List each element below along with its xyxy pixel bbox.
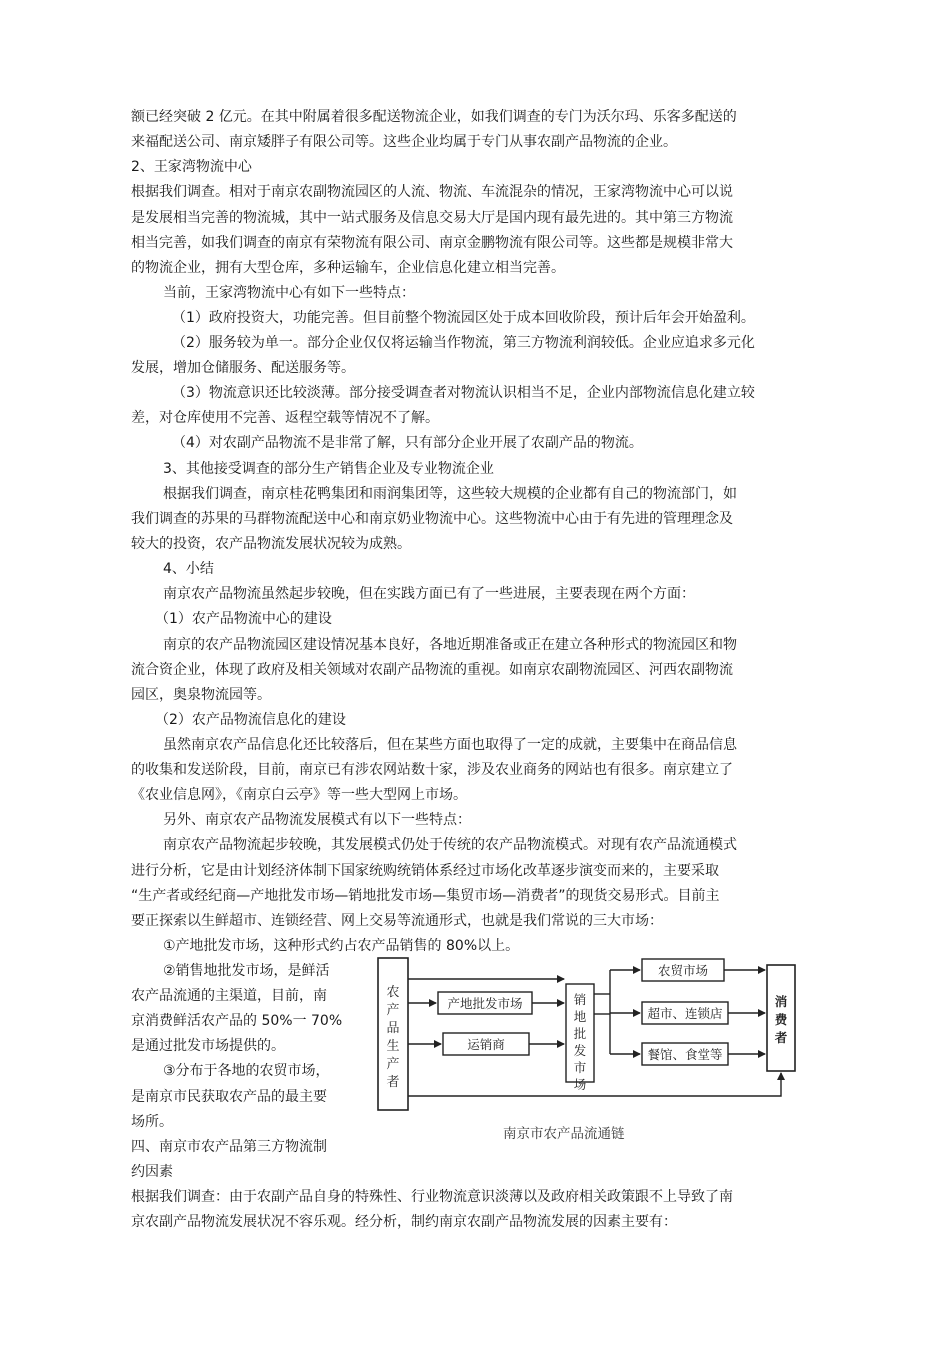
text-line: 的收集和发送阶段，目前，南京已有涉农网站数十家，涉及农业商务的网站也有很多。南京建立了 (131, 762, 733, 778)
text-line: 额已经突破 2 亿元。在其中附属着很多配送物流企业，如我们调查的专门为沃尔玛、乐客多配送的 (131, 109, 737, 125)
text-line: 虽然南京农产品信息化还比较落后，但在某些方面也取得了一定的成就，主要集中在商品信息 (163, 737, 737, 753)
text-line: 《农业信息网》，《南京白云亭》等一些大型网上市场。 (131, 787, 467, 803)
diagram-caption: 南京市农产品流通链 (503, 1126, 625, 1142)
text-line: 南京的农产品物流园区建设情况基本良好，各地近期准备或正在建立各种形式的物流园区和物 (163, 637, 737, 653)
section-heading: 约因素 (131, 1164, 173, 1180)
text-line: 是通过批发市场提供的。 (131, 1038, 285, 1054)
text-line: 来福配送公司、南京矮胖子有限公司等。这些企业均属于专门从事农副产品物流的企业。 (131, 134, 677, 150)
text-line: 较大的投资，农产品物流发展状况较为成熟。 (131, 536, 411, 552)
consumer-label: 消费者 (774, 994, 788, 1045)
text-line: 根据我们调查：由于农副产品自身的特殊性、行业物流意识淡薄以及政府相关政策跟不上导致了南 (131, 1189, 733, 1205)
list-item: ③分布于各地的农贸市场， (163, 1063, 330, 1079)
text-line: “生产者或经纪商—产地批发市场—销地批发市场—集贸市场—消费者”的现货交易形式。目前主 (131, 888, 720, 904)
text-line: 根据我们调查，南京桂花鸭集团和雨润集团等，这些较大规模的企业都有自己的物流部门，如 (163, 486, 737, 502)
text-line: 是发展相当完善的物流城，其中一站式服务及信息交易大厅是国内现有最先进的。其中第三方物流 (131, 210, 733, 226)
subheading: （2）农产品物流信息化的建设 (155, 712, 346, 728)
text-line: 园区，奥泉物流园等。 (131, 687, 271, 703)
text-line: 我们调查的苏果的马群物流配送中心和南京奶业物流中心。这些物流中心由于有先进的管理理念及 (131, 511, 733, 527)
text-line: 另外、南京农产品物流发展模式有以下一些特点： (163, 812, 471, 828)
text-line: 差，对仓库使用不完善、返程空载等情况不了解。 (131, 410, 439, 426)
section-heading: 3、其他接受调查的部分生产销售企业及专业物流企业 (163, 461, 494, 477)
distribution-flow-diagram (375, 954, 805, 1114)
list-item: ①产地批发市场，这种形式约占农产品销售的 80%以上。 (163, 938, 520, 954)
section-heading: 2、王家湾物流中心 (131, 159, 252, 175)
text-line: 进行分析，它是由计划经济体制下国家统购统销体系经过市场化改革逐步演变而来的，主要采取 (131, 863, 719, 879)
text-line: 场所。 (131, 1114, 173, 1130)
text-line: 当前，王家湾物流中心有如下一些特点： (163, 285, 415, 301)
text-line: 的物流企业，拥有大型仓库，多种运输车，企业信息化建立相当完善。 (131, 260, 565, 276)
origin-wholesale-label: 产地批发市场 (447, 996, 523, 1011)
distributor-label: 运销商 (467, 1037, 505, 1052)
text-line: 南京农产品物流起步较晚，其发展模式仍处于传统的农产品物流模式。对现有农产品流通模式 (163, 837, 737, 853)
text-line: 相当完善，如我们调查的南京有荣物流有限公司、南京金鹏物流有限公司等。这些都是规模非常大 (131, 235, 733, 251)
sales-wholesale-label: 销地批发市场 (573, 992, 587, 1092)
section-heading: 4、小结 (163, 561, 214, 577)
text-line: 京农副产品物流发展状况不容乐观。经分析，制约南京农副产品物流发展的因素主要有： (131, 1214, 677, 1230)
list-item: ②销售地批发市场，是鲜活 (163, 963, 330, 979)
subheading: （1）农产品物流中心的建设 (155, 611, 332, 627)
list-item: （1）政府投资大，功能完善。但目前整个物流园区处于成本回收阶段，预计后年会开始盈利。 (172, 310, 755, 326)
section-heading: 四、南京市农产品第三方物流制 (131, 1139, 327, 1155)
text-line: 流合资企业，体现了政府及相关领域对农副产品物流的重视。如南京农副物流园区、河西农副物流 (131, 662, 733, 678)
list-item: （4）对农副产品物流不是非常了解，只有部分企业开展了农副产品的物流。 (172, 435, 643, 451)
text-line: 南京农产品物流虽然起步较晚，但在实践方面已有了一些进展，主要表现在两个方面： (163, 586, 695, 602)
list-item: （3）物流意识还比较淡薄。部分接受调查者对物流认识相当不足，企业内部物流信息化建立较 (172, 385, 755, 401)
text-line: 发展，增加仓储服务、配送服务等。 (131, 360, 355, 376)
supermarket-label: 超市、连锁店 (647, 1006, 723, 1021)
text-line: 要正探索以生鲜超市、连锁经营、网上交易等流通形式，也就是我们常说的三大市场： (131, 913, 663, 929)
farmers-market-label: 农贸市场 (657, 963, 709, 978)
list-item: （2）服务较为单一。部分企业仅仅将运输当作物流，第三方物流利润较低。企业应追求多元化 (172, 335, 755, 351)
text-line: 农产品流通的主渠道，目前，南 (131, 988, 327, 1004)
text-line: 根据我们调查。相对于南京农副物流园区的人流、物流、车流混杂的情况，王家湾物流中心可以说 (131, 184, 733, 200)
restaurant-label: 餐馆、食堂等 (647, 1047, 723, 1062)
producer-label: 农产品生产者 (386, 985, 400, 1090)
text-line: 是南京市民获取农产品的最主要 (131, 1089, 327, 1105)
text-line: 京消费鲜活农产品的 50%一 70% (131, 1013, 343, 1029)
